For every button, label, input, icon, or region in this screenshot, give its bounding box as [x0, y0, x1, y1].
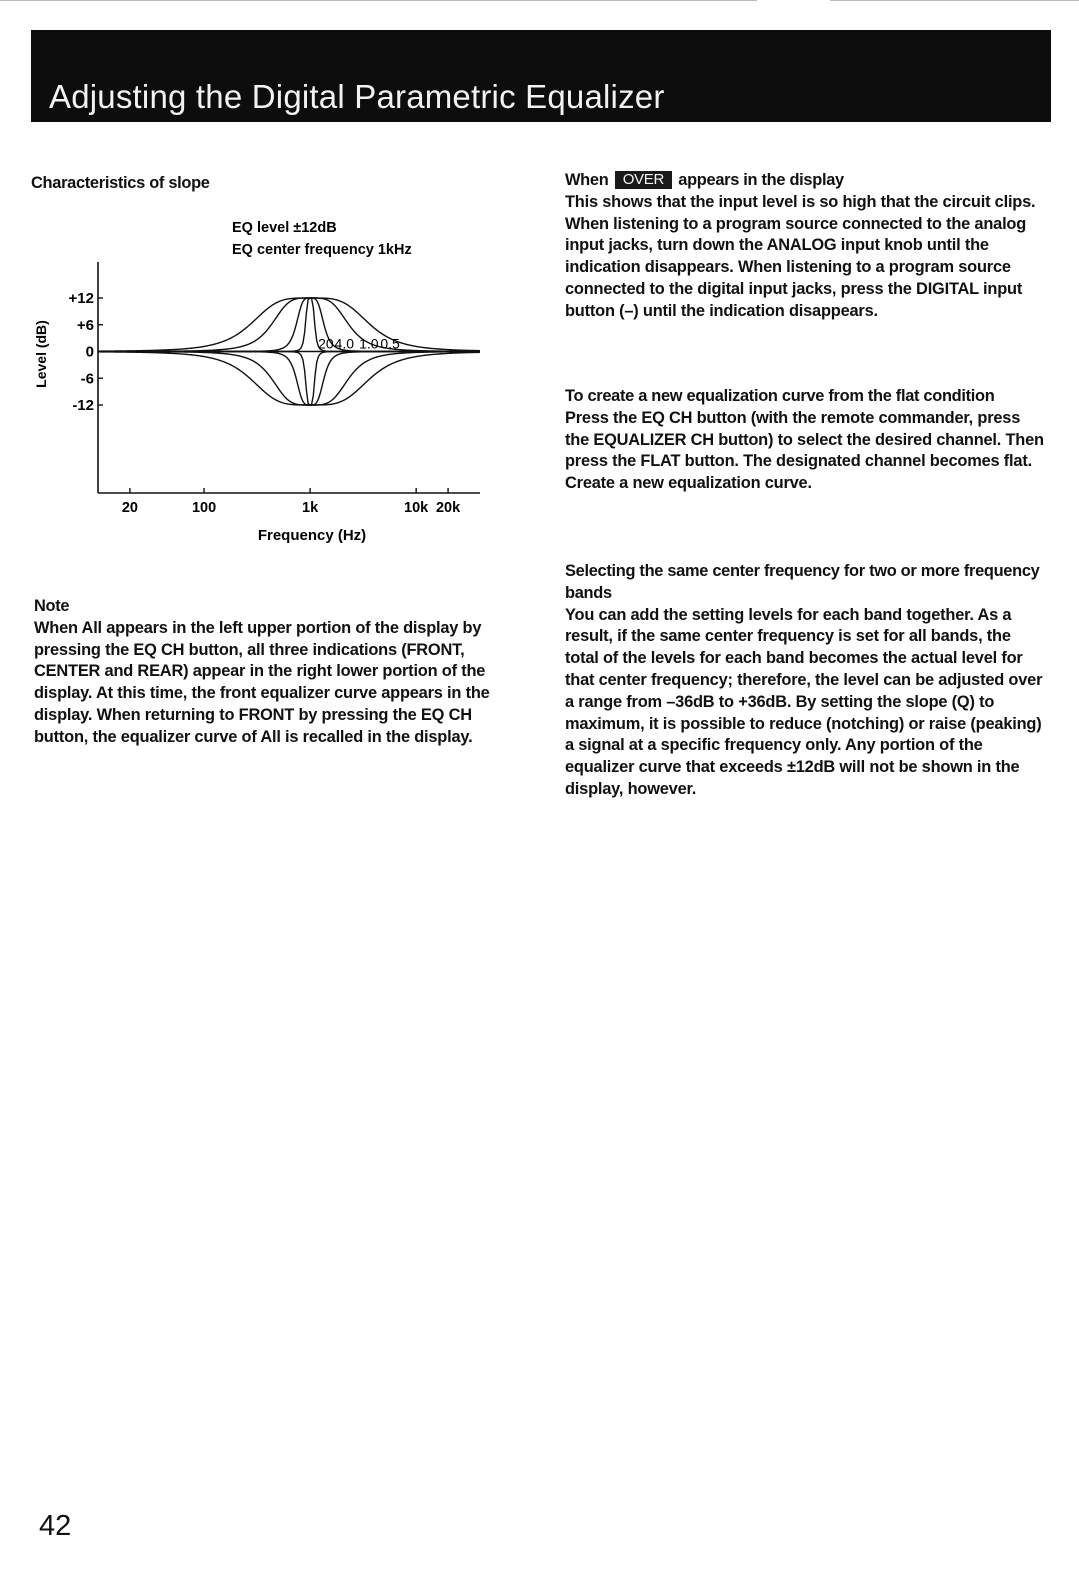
over-heading-post: appears in the display	[678, 171, 844, 189]
same-frequency-section	[565, 561, 1045, 801]
top-rule-right	[830, 0, 1079, 1]
same-frequency-text: You can add the setting levels for each band together. As a result, if the same center frequency is set for all bands, the total of the levels for each band becomes the actual level for that center frequency; therefore, the level can be adjusted over a range from –36dB to +36dB. By setting the slope (Q) to maximum, it is possible to reduce (notching) or raise (peaking) a signal at a specific frequency only. Any portion of the equalizer curve that exceeds ±12dB will not be shown in the display, however.	[565, 605, 1043, 798]
slope-chart	[28, 212, 498, 552]
note-section	[34, 596, 524, 749]
y-tick-label: +6	[76, 316, 94, 334]
over-section	[565, 170, 1045, 323]
x-tick-label: 1k	[302, 500, 319, 516]
y-tick-label: -12	[72, 397, 94, 414]
over-text: This shows that the input level is so high that the circuit clips. When listening to a program source connected to the analog input jacks, turn down the ANALOG input knob until the indication disappears. When listening to a program source connected to the digital input jacks, press the DIGITAL input button (–) until the indication disappears.	[565, 192, 1036, 320]
over-heading	[565, 170, 1045, 192]
chart-annotation-frequency: EQ center frequency 1kHz	[232, 242, 412, 258]
chart-y-label: Level (dB)	[33, 320, 49, 388]
new-curve-heading: To create a new equalization curve from the flat condition	[565, 387, 995, 405]
x-tick-label: 10k	[404, 500, 429, 516]
x-tick-label: 100	[191, 500, 217, 516]
over-indicator-badge: OVER	[615, 171, 672, 189]
note-heading: Note	[34, 597, 70, 615]
chart-annotation-level: EQ level ±12dB	[232, 220, 337, 236]
q-label: 0.5	[380, 335, 400, 352]
new-curve-text: Press the EQ CH button (with the remote commander, press the EQUALIZER CH button) to select the desired channel. Then press the FLAT button. The designated channel becomes flat. Create a new equalization curve.	[565, 408, 1044, 493]
x-tick-label: 20k	[435, 500, 461, 516]
title-banner	[31, 30, 1051, 122]
note-text: When All appears in the left upper portion of the display by pressing the EQ CH button, all three indications (FRONT, CENTER and REAR) appear in the right lower portion of the display. At this time, the front equalizer curve appears in the display. When returning to FRONT by pressing the EQ CH button, the equalizer curve of All is recalled in the display.	[34, 618, 490, 746]
x-tick-label: 20	[121, 500, 138, 516]
y-tick-label: 0	[85, 343, 94, 361]
q-label: 4.0	[334, 335, 355, 352]
slope-heading: Characteristics of slope	[31, 174, 210, 192]
q-label: 1.0	[359, 335, 379, 352]
q-label: 20	[318, 335, 334, 352]
page-title: Adjusting the Digital Parametric Equalizer	[49, 78, 665, 115]
eq-curve-q-4.0-boost	[98, 298, 480, 352]
new-curve-section	[565, 386, 1045, 495]
y-tick-label: -6	[80, 370, 94, 388]
eq-curve-q-4.0-cut	[98, 352, 480, 406]
chart-x-label: Frequency (Hz)	[257, 527, 367, 544]
same-frequency-heading: Selecting the same center frequency for two or more frequency bands	[565, 562, 1040, 602]
top-rule-left	[0, 0, 757, 1]
y-tick-label: +12	[68, 290, 94, 307]
slope-chart-svg	[28, 212, 498, 552]
page-number: 42	[39, 1510, 72, 1542]
over-heading-pre: When	[565, 171, 609, 189]
